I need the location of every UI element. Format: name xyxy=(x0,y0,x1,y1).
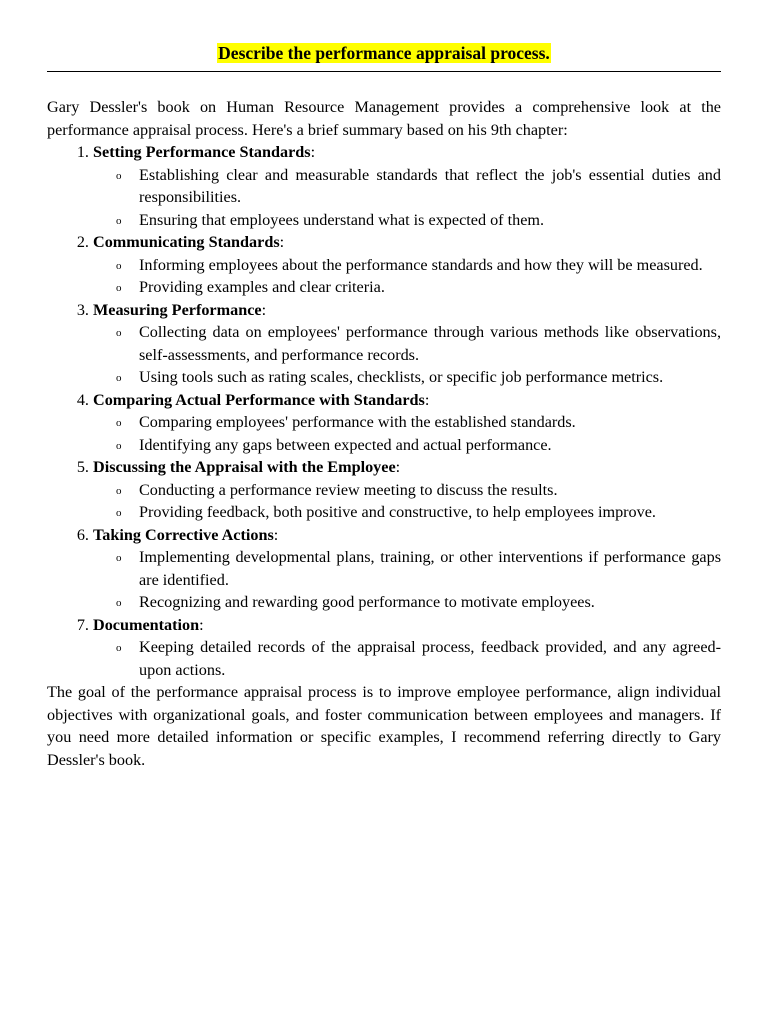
step-point-text: Recognizing and rewarding good performance to motivate employees. xyxy=(139,593,595,611)
step-title: Comparing Actual Performance with Standards xyxy=(93,390,425,409)
step-point xyxy=(116,209,721,232)
title-block xyxy=(47,38,721,72)
step-item xyxy=(93,456,721,524)
step-item xyxy=(93,389,721,457)
bullet-icon: o xyxy=(116,642,122,654)
step-title: Communicating Standards xyxy=(93,233,280,251)
step-point xyxy=(116,479,721,502)
step-point-text: Comparing employees' performance with the established standards. xyxy=(139,413,576,431)
step-point xyxy=(116,591,721,614)
step-point-text: Keeping detailed records of the appraisal process, feedback provided, and any agreed-upon actions. xyxy=(139,638,721,679)
step-point xyxy=(116,254,721,277)
bullet-icon: o xyxy=(116,597,122,609)
step-point-text: Providing examples and clear criteria. xyxy=(139,278,385,296)
step-item xyxy=(93,231,721,299)
bullet-icon: o xyxy=(116,169,122,182)
step-title-colon: : xyxy=(424,390,430,409)
step-points-list xyxy=(93,546,721,614)
bullet-icon: o xyxy=(116,327,122,339)
step-point xyxy=(116,434,721,457)
bullet-icon: o xyxy=(116,552,122,564)
step-title-colon: : xyxy=(279,233,285,251)
conclusion-paragraph: The goal of the performance appraisal process is to improve employee performance, align individual objectives with organizational goals, and foster communication between employees and managers. If you need more detailed information or specific examples, I recommend referring directly to Gary Dessler's book. xyxy=(47,683,721,769)
document-page xyxy=(47,38,721,771)
step-title: Setting Performance Standards xyxy=(93,143,311,161)
bullet-icon: o xyxy=(116,214,122,227)
step-point xyxy=(116,164,721,209)
step-points-list xyxy=(93,411,721,456)
step-point xyxy=(116,276,721,299)
step-title-colon: : xyxy=(310,143,316,161)
step-title: Documentation xyxy=(93,615,200,634)
step-point xyxy=(116,366,721,389)
step-points-list xyxy=(93,636,721,681)
step-title-colon: : xyxy=(395,458,401,476)
bullet-icon: o xyxy=(116,484,122,497)
step-points-list xyxy=(93,164,721,232)
step-point-text: Conducting a performance review meeting to discuss the results. xyxy=(139,480,558,499)
step-title-colon: : xyxy=(261,300,267,319)
step-point-text: Identifying any gaps between expected and actual performance. xyxy=(139,435,552,454)
step-points-list xyxy=(93,254,721,299)
step-point xyxy=(116,636,721,681)
step-item xyxy=(93,614,721,682)
intro-paragraph: Gary Dessler's book on Human Resource Management provides a comprehensive look at the performance appraisal process. Here's a brief summary based on his 9th chapter: xyxy=(47,98,721,139)
step-title: Measuring Performance xyxy=(93,300,262,319)
step-item xyxy=(93,141,721,231)
bullet-icon: o xyxy=(116,439,122,452)
step-point xyxy=(116,321,721,366)
bullet-icon: o xyxy=(116,417,122,429)
step-point xyxy=(116,501,721,524)
step-title: Taking Corrective Actions xyxy=(93,525,274,544)
bullet-icon: o xyxy=(116,372,122,384)
step-point-text: Using tools such as rating scales, checklists, or specific job performance metrics. xyxy=(139,368,664,386)
step-points-list xyxy=(93,479,721,524)
step-item xyxy=(93,299,721,389)
step-title-colon: : xyxy=(273,525,279,544)
step-points-list xyxy=(93,321,721,389)
step-title: Discussing the Appraisal with the Employee xyxy=(93,458,396,476)
step-point-text: Establishing clear and measurable standards that reflect the job's essential duties and responsibilities. xyxy=(139,165,721,206)
step-point-text: Informing employees about the performance standards and how they will be measured. xyxy=(139,255,703,274)
step-point-text: Ensuring that employees understand what is expected of them. xyxy=(139,210,545,229)
steps-list xyxy=(47,141,721,681)
step-point xyxy=(116,546,721,591)
step-item xyxy=(93,524,721,614)
step-point xyxy=(116,411,721,434)
step-point-text: Collecting data on employees' performance through various methods like observations, self-assessments, and performance records. xyxy=(139,323,721,364)
page-title: Describe the performance appraisal process. xyxy=(218,43,550,63)
bullet-icon: o xyxy=(116,259,122,272)
bullet-icon: o xyxy=(116,282,122,294)
bullet-icon: o xyxy=(116,507,122,519)
step-point-text: Providing feedback, both positive and constructive, to help employees improve. xyxy=(139,503,656,521)
step-title-colon: : xyxy=(199,615,204,634)
step-point-text: Implementing developmental plans, training, or other interventions if performance gaps are identified. xyxy=(139,548,721,589)
